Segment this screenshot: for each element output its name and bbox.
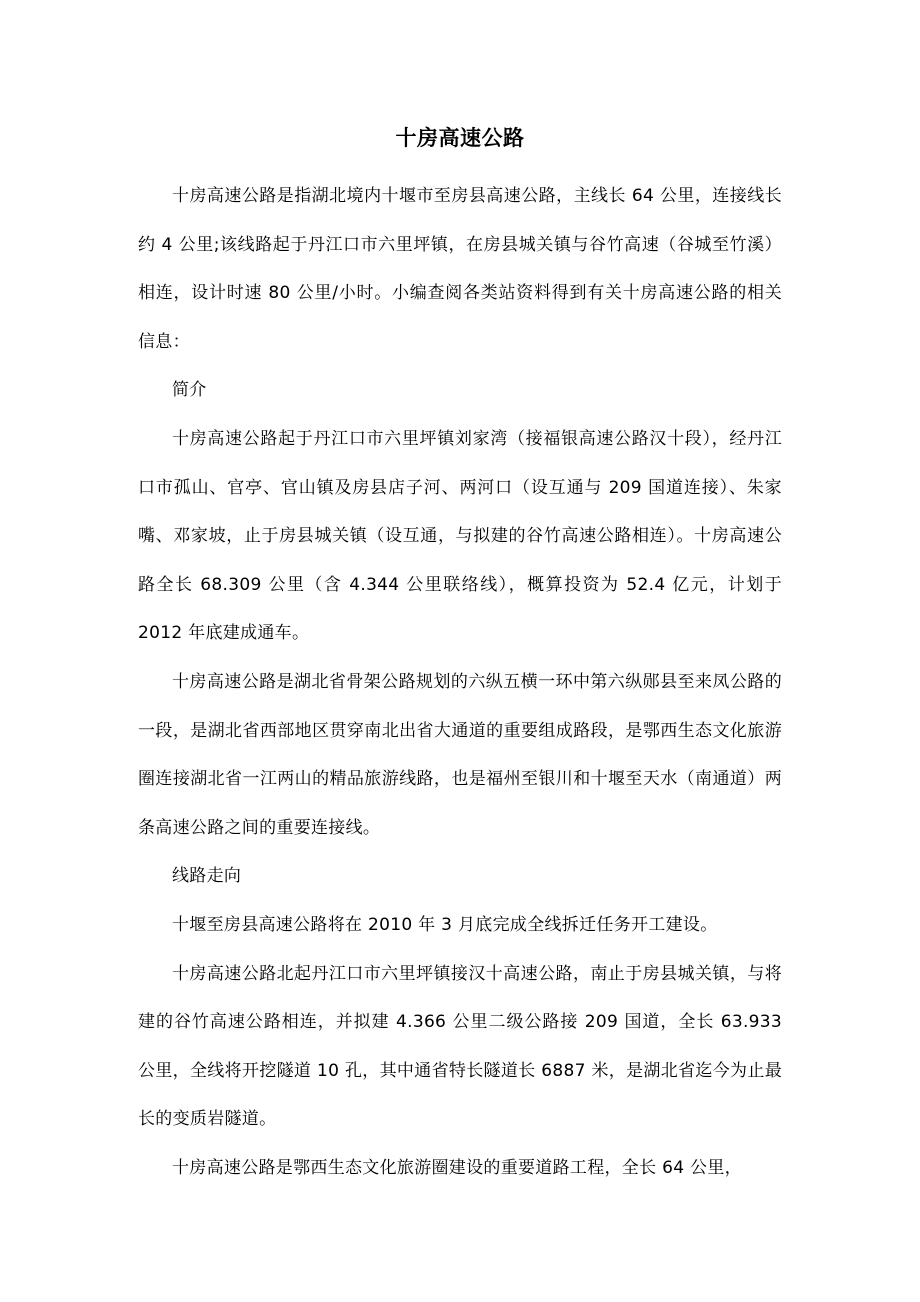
paragraph-route-schedule: 十堰至房县高速公路将在 2010 年 3 月底完成全线拆迁任务开工建设。 — [172, 914, 718, 935]
paragraph-route-project: 十房高速公路是鄂西生态文化旅游圈建设的重要道路工程，全长 64 公里， — [172, 1157, 742, 1178]
paragraph-overview-significance: 十房高速公路是湖北省骨架公路规划的六纵五横一环中第六纵郧县至来凤公路的一段，是湖北省西部地区贯穿南北出省大通道的重要组成路段，是鄂西生态文化旅游圈连接湖北省一江两山的精品旅游线路，也是福州至银川和十堰至天水（南通道）两条高速公路之间的重要连接线。 — [138, 671, 782, 838]
paragraph-route-details: 十房高速公路北起丹江口市六里坪镇接汉十高速公路，南止于房县城关镇，与将建的谷竹高速公路相连，并拟建 4.366 公里二级公路接 209 国道，全长 63.933 公里，全线将开挖隧道 10 孔，其中通省特长隧道长 6887 米，是湖北省迄今为止最长的变质岩隧道。 — [138, 963, 782, 1130]
section-heading-overview: 简介 — [172, 380, 207, 401]
section-heading-route: 线路走向 — [172, 866, 242, 887]
document-title: 十房高速公路 — [395, 126, 525, 150]
paragraph-overview-route: 十房高速公路起于丹江口市六里坪镇刘家湾（接福银高速公路汉十段），经丹江口市孤山、官亭、官山镇及房县店子河、两河口（设互通与 209 国道连接）、朱家嘴、邓家坡，止于房县城关镇（设互通，与拟建的谷竹高速公路相连）。十房高速公路全长 68.309 公里（含 4.344 公里联络线），概算投资为 52.4 亿元，计划于 2012 年底建成通车。 — [138, 428, 782, 644]
paragraph-intro: 十房高速公路是指湖北境内十堰市至房县高速公路，主线长 64 公里，连接线长约 4 公里;该线路起于丹江口市六里坪镇，在房县城关镇与谷竹高速（谷城至竹溪）相连，设计时速 80 公里/小时。小编查阅各类站资料得到有关十房高速公路的相关信息： — [138, 186, 782, 352]
